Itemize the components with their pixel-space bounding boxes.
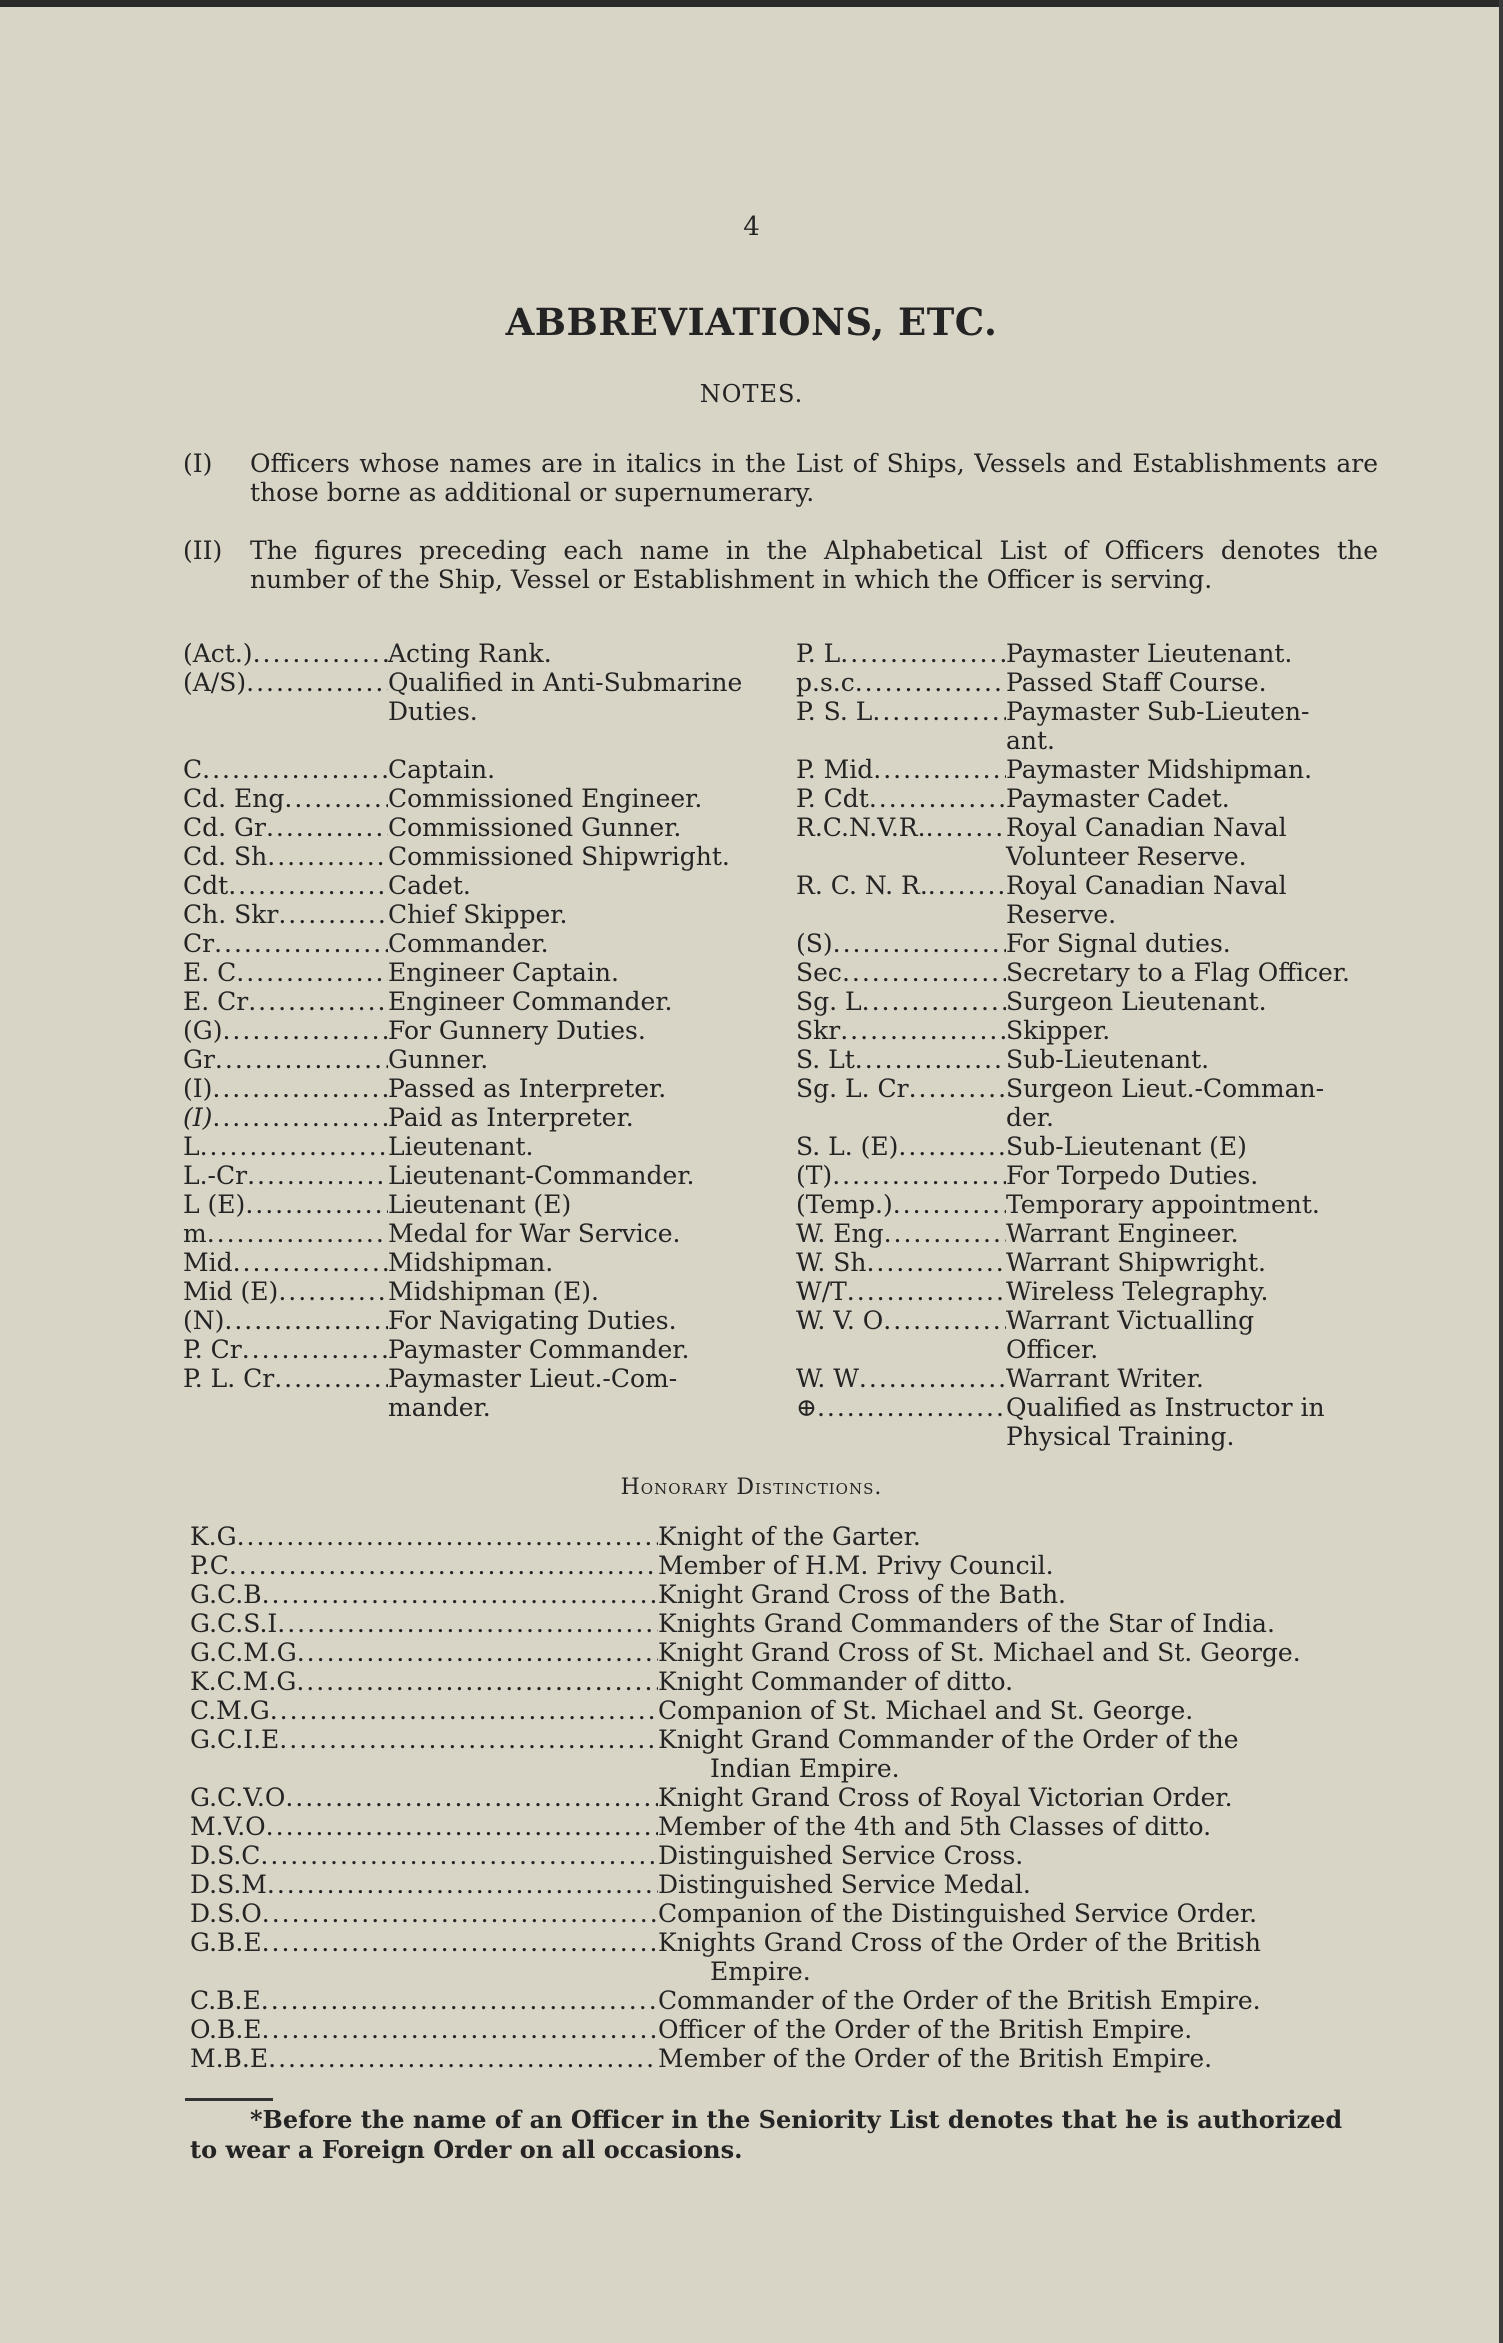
leader-dots [928, 871, 1006, 900]
entry-abbreviation: G.C.V.O [190, 1783, 286, 1812]
leader-dots [278, 900, 388, 929]
entry-abbreviation: R. C. N. R. [796, 871, 928, 900]
leader-dots [246, 668, 388, 697]
entry-meaning: Member of H.M. Privy Council. [658, 1551, 1054, 1580]
entry-meaning: Royal Canadian Naval [1006, 871, 1287, 900]
entry-row [183, 639, 783, 668]
leader-dots [268, 2044, 658, 2073]
leader-dots [840, 1016, 1006, 1045]
entry-row [190, 1696, 1386, 1725]
leader-dots [224, 1306, 388, 1335]
entry-meaning: Midshipman. [388, 1248, 554, 1277]
entry-row [796, 1219, 1386, 1248]
leader-dots [200, 1132, 388, 1161]
entry-meaning: Lieutenant. [388, 1132, 534, 1161]
entry-row [796, 871, 1386, 900]
leader-dots [855, 1045, 1006, 1074]
entry-row [183, 1248, 783, 1277]
leader-dots [212, 1074, 388, 1103]
entry-abbreviation: G.C.S.I [190, 1609, 278, 1638]
entry-meaning: Secretary to a Flag Officer. [1006, 958, 1350, 987]
note-2 [183, 536, 1378, 594]
leader-dots [277, 1609, 658, 1638]
leader-dots [266, 1812, 658, 1841]
entry-meaning-continued: mander. [388, 1393, 491, 1422]
entry-abbreviation: C.M.G [190, 1696, 270, 1725]
leader-dots [262, 2015, 658, 2044]
leader-dots [228, 871, 388, 900]
entry-row [796, 1364, 1386, 1393]
leader-dots [212, 1103, 388, 1132]
leader-dots [253, 639, 388, 668]
entry-row [796, 1161, 1386, 1190]
entry-abbreviation: (I) [183, 1074, 213, 1103]
leader-dots [872, 697, 1006, 726]
entry-meaning: Paymaster Sub-Lieuten- [1006, 697, 1310, 726]
entry-meaning: Knight Commander of ditto. [658, 1667, 1014, 1696]
entry-row [796, 1132, 1386, 1161]
entry-meaning: Knight Grand Cross of Royal Victorian Order. [658, 1783, 1233, 1812]
leader-dots [884, 1219, 1006, 1248]
leader-dots [279, 1725, 658, 1754]
entry-abbreviation: Sg. L [796, 987, 862, 1016]
entry-meaning: Skipper. [1006, 1016, 1111, 1045]
entry-row [183, 1219, 783, 1248]
leader-dots [222, 1016, 388, 1045]
entry-abbreviation: (Temp.) [796, 1190, 893, 1219]
entry-abbreviation: Cd. Sh [183, 842, 268, 871]
entry-row [183, 1161, 783, 1190]
entry-abbreviation: L (E) [183, 1190, 246, 1219]
entry-abbreviation: Cr [183, 929, 215, 958]
entry-abbreviation: (S) [796, 929, 833, 958]
leader-dots [247, 1161, 388, 1190]
note-number: (I) [183, 449, 213, 478]
entry-abbreviation: Skr [796, 1016, 841, 1045]
entry-meaning: Commissioned Shipwright. [388, 842, 730, 871]
footnote-rule [185, 2098, 273, 2101]
leader-dots [236, 958, 388, 987]
entry-row [190, 1725, 1386, 1754]
abbreviations-left-column [183, 639, 783, 1422]
entry-meaning-continued: Duties. [388, 697, 478, 726]
entry-abbreviation: L.-Cr [183, 1161, 248, 1190]
leader-dots [893, 1190, 1006, 1219]
entry-row [183, 1364, 783, 1393]
entry-row [190, 1928, 1386, 1957]
entry-abbreviation: W. V. O [796, 1306, 884, 1335]
leader-dots [274, 1364, 388, 1393]
entry-abbreviation: Ch. Skr [183, 900, 279, 929]
leader-dots [869, 784, 1006, 813]
entry-row [190, 2044, 1386, 2073]
page-title: ABBREVIATIONS, ETC. [505, 300, 998, 344]
entry-abbreviation: (N) [183, 1306, 225, 1335]
entry-meaning: Commander. [388, 929, 549, 958]
entry-meaning: Paid as Interpreter. [388, 1103, 634, 1132]
entry-row [190, 1841, 1386, 1870]
entry-row [190, 1580, 1386, 1609]
entry-meaning: Lieutenant (E) [388, 1190, 572, 1219]
entry-row [183, 1016, 783, 1045]
entry-meaning: Companion of the Distinguished Service Order. [658, 1899, 1258, 1928]
entry-row [796, 1248, 1386, 1277]
entry-meaning: Captain. [388, 755, 496, 784]
entry-abbreviation: P. Cdt [796, 784, 869, 813]
leader-dots [233, 1248, 388, 1277]
entry-abbreviation: (A/S) [183, 668, 247, 697]
entry-abbreviation: S. Lt [796, 1045, 855, 1074]
entry-meaning-continued: Reserve. [1006, 900, 1117, 929]
entry-row [190, 1551, 1386, 1580]
entry-row [796, 784, 1386, 813]
entry-meaning: Distinguished Service Medal. [658, 1870, 1031, 1899]
entry-meaning: Gunner. [388, 1045, 489, 1074]
entry-row [190, 1783, 1386, 1812]
entry-row [183, 871, 783, 900]
entry-meaning: Surgeon Lieutenant. [1006, 987, 1267, 1016]
entry-row [796, 929, 1386, 958]
entry-meaning: Passed as Interpreter. [388, 1074, 667, 1103]
entry-abbreviation: O.B.E [190, 2015, 262, 2044]
entry-abbreviation: W. W [796, 1364, 859, 1393]
entry-row [183, 1103, 783, 1132]
leader-dots [262, 1580, 658, 1609]
page-number: 4 [743, 212, 760, 242]
leader-dots [262, 1928, 658, 1957]
leader-dots [202, 755, 388, 784]
entry-meaning: Commander of the Order of the British Empire. [658, 1986, 1261, 2015]
entry-row [190, 1638, 1386, 1667]
entry-meaning-continued: ant. [1006, 726, 1055, 755]
entry-row [796, 1074, 1386, 1103]
entry-abbreviation: ⊕ [796, 1393, 817, 1422]
leader-dots [883, 1306, 1006, 1335]
entry-row [183, 1074, 783, 1103]
footnote-line: to wear a Foreign Order on all occasions. [190, 2135, 743, 2164]
leader-dots [245, 1190, 388, 1219]
entry-meaning: For Navigating Duties. [388, 1306, 677, 1335]
entry-meaning: Midshipman (E). [388, 1277, 599, 1306]
entry-abbreviation: C [183, 755, 203, 784]
entry-meaning: Knight Grand Cross of St. Michael and St. George. [658, 1638, 1301, 1667]
entry-abbreviation: S. L. (E) [796, 1132, 899, 1161]
entry-meaning: Qualified in Anti-Submarine [388, 668, 743, 697]
entry-row [190, 1522, 1386, 1551]
leader-dots [248, 987, 388, 1016]
leader-dots [266, 813, 388, 842]
entry-meaning: Sub-Lieutenant (E) [1006, 1132, 1247, 1161]
entry-meaning: Wireless Telegraphy. [1006, 1277, 1269, 1306]
entry-abbreviation: W. Eng [796, 1219, 884, 1248]
entry-meaning: Qualified as Instructor in [1006, 1393, 1325, 1422]
entry-meaning: Cadet. [388, 871, 471, 900]
leader-dots [261, 1986, 658, 2015]
leader-dots [267, 1870, 658, 1899]
entry-abbreviation: M.B.E [190, 2044, 269, 2073]
entry-abbreviation: P. Mid [796, 755, 874, 784]
leader-dots [237, 1522, 658, 1551]
entry-row [190, 1609, 1386, 1638]
leader-dots [229, 1551, 658, 1580]
entry-meaning: Chief Skipper. [388, 900, 568, 929]
entry-row [796, 697, 1386, 726]
entry-row [183, 784, 783, 813]
entry-abbreviation: D.S.M [190, 1870, 267, 1899]
entry-abbreviation: P. S. L [796, 697, 873, 726]
entry-meaning: Lieutenant-Commander. [388, 1161, 695, 1190]
entry-meaning-continued: Officer. [1006, 1335, 1099, 1364]
notes-heading: NOTES. [699, 380, 804, 408]
entry-row [183, 755, 783, 784]
entry-row [796, 1306, 1386, 1335]
leader-dots [262, 1899, 658, 1928]
entry-meaning: Knights Grand Commanders of the Star of India. [658, 1609, 1275, 1638]
entry-row [796, 1190, 1386, 1219]
entry-abbreviation: G.C.B [190, 1580, 262, 1609]
entry-row [796, 813, 1386, 842]
entry-abbreviation: G.C.I.E [190, 1725, 280, 1754]
entry-row [183, 929, 783, 958]
entry-meaning: Surgeon Lieut.-Comman- [1006, 1074, 1325, 1103]
entry-row [190, 2015, 1386, 2044]
entry-meaning: For Signal duties. [1006, 929, 1231, 958]
leader-dots [215, 1045, 388, 1074]
leader-dots [242, 1335, 388, 1364]
entry-abbreviation: p.s.c [796, 668, 855, 697]
leader-dots [873, 755, 1006, 784]
entry-meaning: Knight of the Garter. [658, 1522, 921, 1551]
entry-row [183, 900, 783, 929]
honorary-heading: Honorary Distinctions. [620, 1475, 883, 1500]
entry-row [796, 958, 1386, 987]
entry-abbreviation: M.V.O [190, 1812, 266, 1841]
entry-row [183, 1335, 783, 1364]
leader-dots [866, 1248, 1006, 1277]
entry-abbreviation: G.C.M.G [190, 1638, 297, 1667]
entry-meaning: Warrant Shipwright. [1006, 1248, 1266, 1277]
leader-dots [817, 1393, 1006, 1422]
entry-meaning: Paymaster Midshipman. [1006, 755, 1313, 784]
entry-meaning: Member of the Order of the British Empire. [658, 2044, 1213, 2073]
entry-row [796, 668, 1386, 697]
entry-meaning: Engineer Captain. [388, 958, 619, 987]
scan-right-edge [1499, 0, 1503, 2343]
honorary-distinctions-list [190, 1522, 1386, 2073]
entry-meaning: Medal for War Service. [388, 1219, 681, 1248]
leader-dots [207, 1219, 388, 1248]
entry-row [183, 1306, 783, 1335]
entry-abbreviation: P. L [796, 639, 841, 668]
entry-meaning-continued: Empire. [710, 1957, 811, 1986]
entry-meaning-continued: Indian Empire. [710, 1754, 900, 1783]
entry-row [190, 1899, 1386, 1928]
leader-dots [214, 929, 388, 958]
entry-meaning: For Gunnery Duties. [388, 1016, 646, 1045]
leader-dots [862, 987, 1006, 1016]
entry-abbreviation: E. C [183, 958, 237, 987]
entry-abbreviation: D.S.O [190, 1899, 262, 1928]
entry-meaning: Paymaster Lieutenant. [1006, 639, 1293, 668]
entry-row [183, 1277, 783, 1306]
entry-meaning: Royal Canadian Naval [1006, 813, 1287, 842]
entry-row [183, 842, 783, 871]
leader-dots [859, 1364, 1006, 1393]
note-1 [183, 449, 1378, 507]
abbreviations-right-column [796, 639, 1386, 1451]
entry-abbreviation: D.S.C [190, 1841, 261, 1870]
leader-dots [909, 1074, 1006, 1103]
leader-dots [278, 1277, 388, 1306]
entry-row [796, 755, 1386, 784]
entry-abbreviation: P. Cr [183, 1335, 242, 1364]
entry-row [190, 1870, 1386, 1899]
entry-meaning-continued: Volunteer Reserve. [1006, 842, 1247, 871]
entry-abbreviation: K.G [190, 1522, 237, 1551]
entry-meaning: Member of the 4th and 5th Classes of ditto. [658, 1812, 1212, 1841]
entry-abbreviation: P. L. Cr [183, 1364, 275, 1393]
leader-dots [297, 1638, 658, 1667]
entry-meaning: Commissioned Engineer. [388, 784, 703, 813]
entry-meaning: Engineer Commander. [388, 987, 673, 1016]
footnote [190, 2105, 1385, 2165]
entry-meaning: Knight Grand Cross of the Bath. [658, 1580, 1066, 1609]
entry-row [183, 1132, 783, 1161]
entry-row [796, 987, 1386, 1016]
leader-dots [296, 1667, 658, 1696]
entry-meaning: Warrant Engineer. [1006, 1219, 1239, 1248]
entry-abbreviation: L [183, 1132, 200, 1161]
entry-meaning: Knights Grand Cross of the Order of the British [658, 1928, 1262, 1957]
entry-abbreviation: Sg. L. Cr [796, 1074, 909, 1103]
entry-row [796, 1045, 1386, 1074]
entry-meaning: Temporary appointment. [1006, 1190, 1320, 1219]
leader-dots [840, 639, 1006, 668]
entry-row [796, 639, 1386, 668]
entry-abbreviation: K.C.M.G [190, 1667, 297, 1696]
entry-meaning-continued: der. [1006, 1103, 1054, 1132]
entry-row [796, 1393, 1386, 1422]
entry-abbreviation: W. Sh [796, 1248, 867, 1277]
entry-row [190, 1812, 1386, 1841]
entry-meaning: Distinguished Service Cross. [658, 1841, 1024, 1870]
entry-row [183, 958, 783, 987]
leader-dots [267, 842, 388, 871]
entry-meaning: Sub-Lieutenant. [1006, 1045, 1210, 1074]
entry-abbreviation: C.B.E [190, 1986, 261, 2015]
entry-abbreviation: W/T [796, 1277, 847, 1306]
entry-abbreviation: Gr [183, 1045, 215, 1074]
leader-dots [842, 958, 1006, 987]
entry-meaning: Officer of the Order of the British Empire. [658, 2015, 1193, 2044]
entry-meaning: Knight Grand Commander of the Order of the [658, 1725, 1239, 1754]
note-number: (II) [183, 536, 223, 565]
footnote-line: *Before the name of an Officer in the Seniority List denotes that he is authorized [250, 2105, 1343, 2134]
entry-row [796, 1277, 1386, 1306]
entry-abbreviation: R.C.N.V.R. [796, 813, 926, 842]
entry-meaning: Acting Rank. [388, 639, 552, 668]
entry-row [183, 987, 783, 1016]
entry-meaning: Paymaster Cadet. [1006, 784, 1230, 813]
entry-abbreviation: m [183, 1219, 207, 1248]
entry-row [190, 1667, 1386, 1696]
entry-row [190, 1986, 1386, 2015]
entry-row [183, 813, 783, 842]
entry-row [183, 1190, 783, 1219]
spacer [183, 726, 783, 755]
entry-meaning: Commissioned Gunner. [388, 813, 682, 842]
entry-abbreviation: Cd. Gr [183, 813, 266, 842]
entry-meaning: Warrant Writer. [1006, 1364, 1204, 1393]
entry-row [183, 1045, 783, 1074]
entry-meaning: Passed Staff Course. [1006, 668, 1267, 697]
entry-abbreviation: Mid [183, 1248, 233, 1277]
entry-row [796, 1016, 1386, 1045]
leader-dots [285, 1783, 658, 1812]
entry-meaning: Paymaster Lieut.-Com- [388, 1364, 678, 1393]
leader-dots [847, 1277, 1006, 1306]
entry-meaning: Paymaster Commander. [388, 1335, 690, 1364]
entry-abbreviation: (I) [183, 1103, 213, 1132]
entry-abbreviation: G.B.E [190, 1928, 262, 1957]
leader-dots [855, 668, 1006, 697]
leader-dots [926, 813, 1006, 842]
leader-dots [260, 1841, 658, 1870]
note-text: The figures preceding each name in the Alphabetical List of Officers denotes the number of the Ship, Vessel or Establishment in which the Officer is serving. [250, 536, 1378, 594]
leader-dots [270, 1696, 658, 1725]
leader-dots [284, 784, 388, 813]
scan-top-edge [0, 0, 1503, 7]
entry-abbreviation: Mid (E) [183, 1277, 279, 1306]
entry-meaning: For Torpedo Duties. [1006, 1161, 1259, 1190]
entry-abbreviation: Cd. Eng [183, 784, 285, 813]
entry-abbreviation: (Act.) [183, 639, 253, 668]
entry-abbreviation: E. Cr [183, 987, 249, 1016]
note-text: Officers whose names are in italics in the List of Ships, Vessels and Establishments are those borne as additional or supernumerary. [250, 449, 1378, 507]
entry-abbreviation: (T) [796, 1161, 833, 1190]
leader-dots [832, 1161, 1006, 1190]
entry-abbreviation: (G) [183, 1016, 223, 1045]
entry-meaning-continued: Physical Training. [1006, 1422, 1235, 1451]
leader-dots [898, 1132, 1006, 1161]
entry-abbreviation: P.C [190, 1551, 229, 1580]
entry-meaning: Companion of St. Michael and St. George. [658, 1696, 1194, 1725]
entry-abbreviation: Cdt [183, 871, 229, 900]
entry-row [183, 668, 783, 697]
entry-meaning: Warrant Victualling [1006, 1306, 1255, 1335]
entry-abbreviation: Sec [796, 958, 842, 987]
leader-dots [833, 929, 1006, 958]
